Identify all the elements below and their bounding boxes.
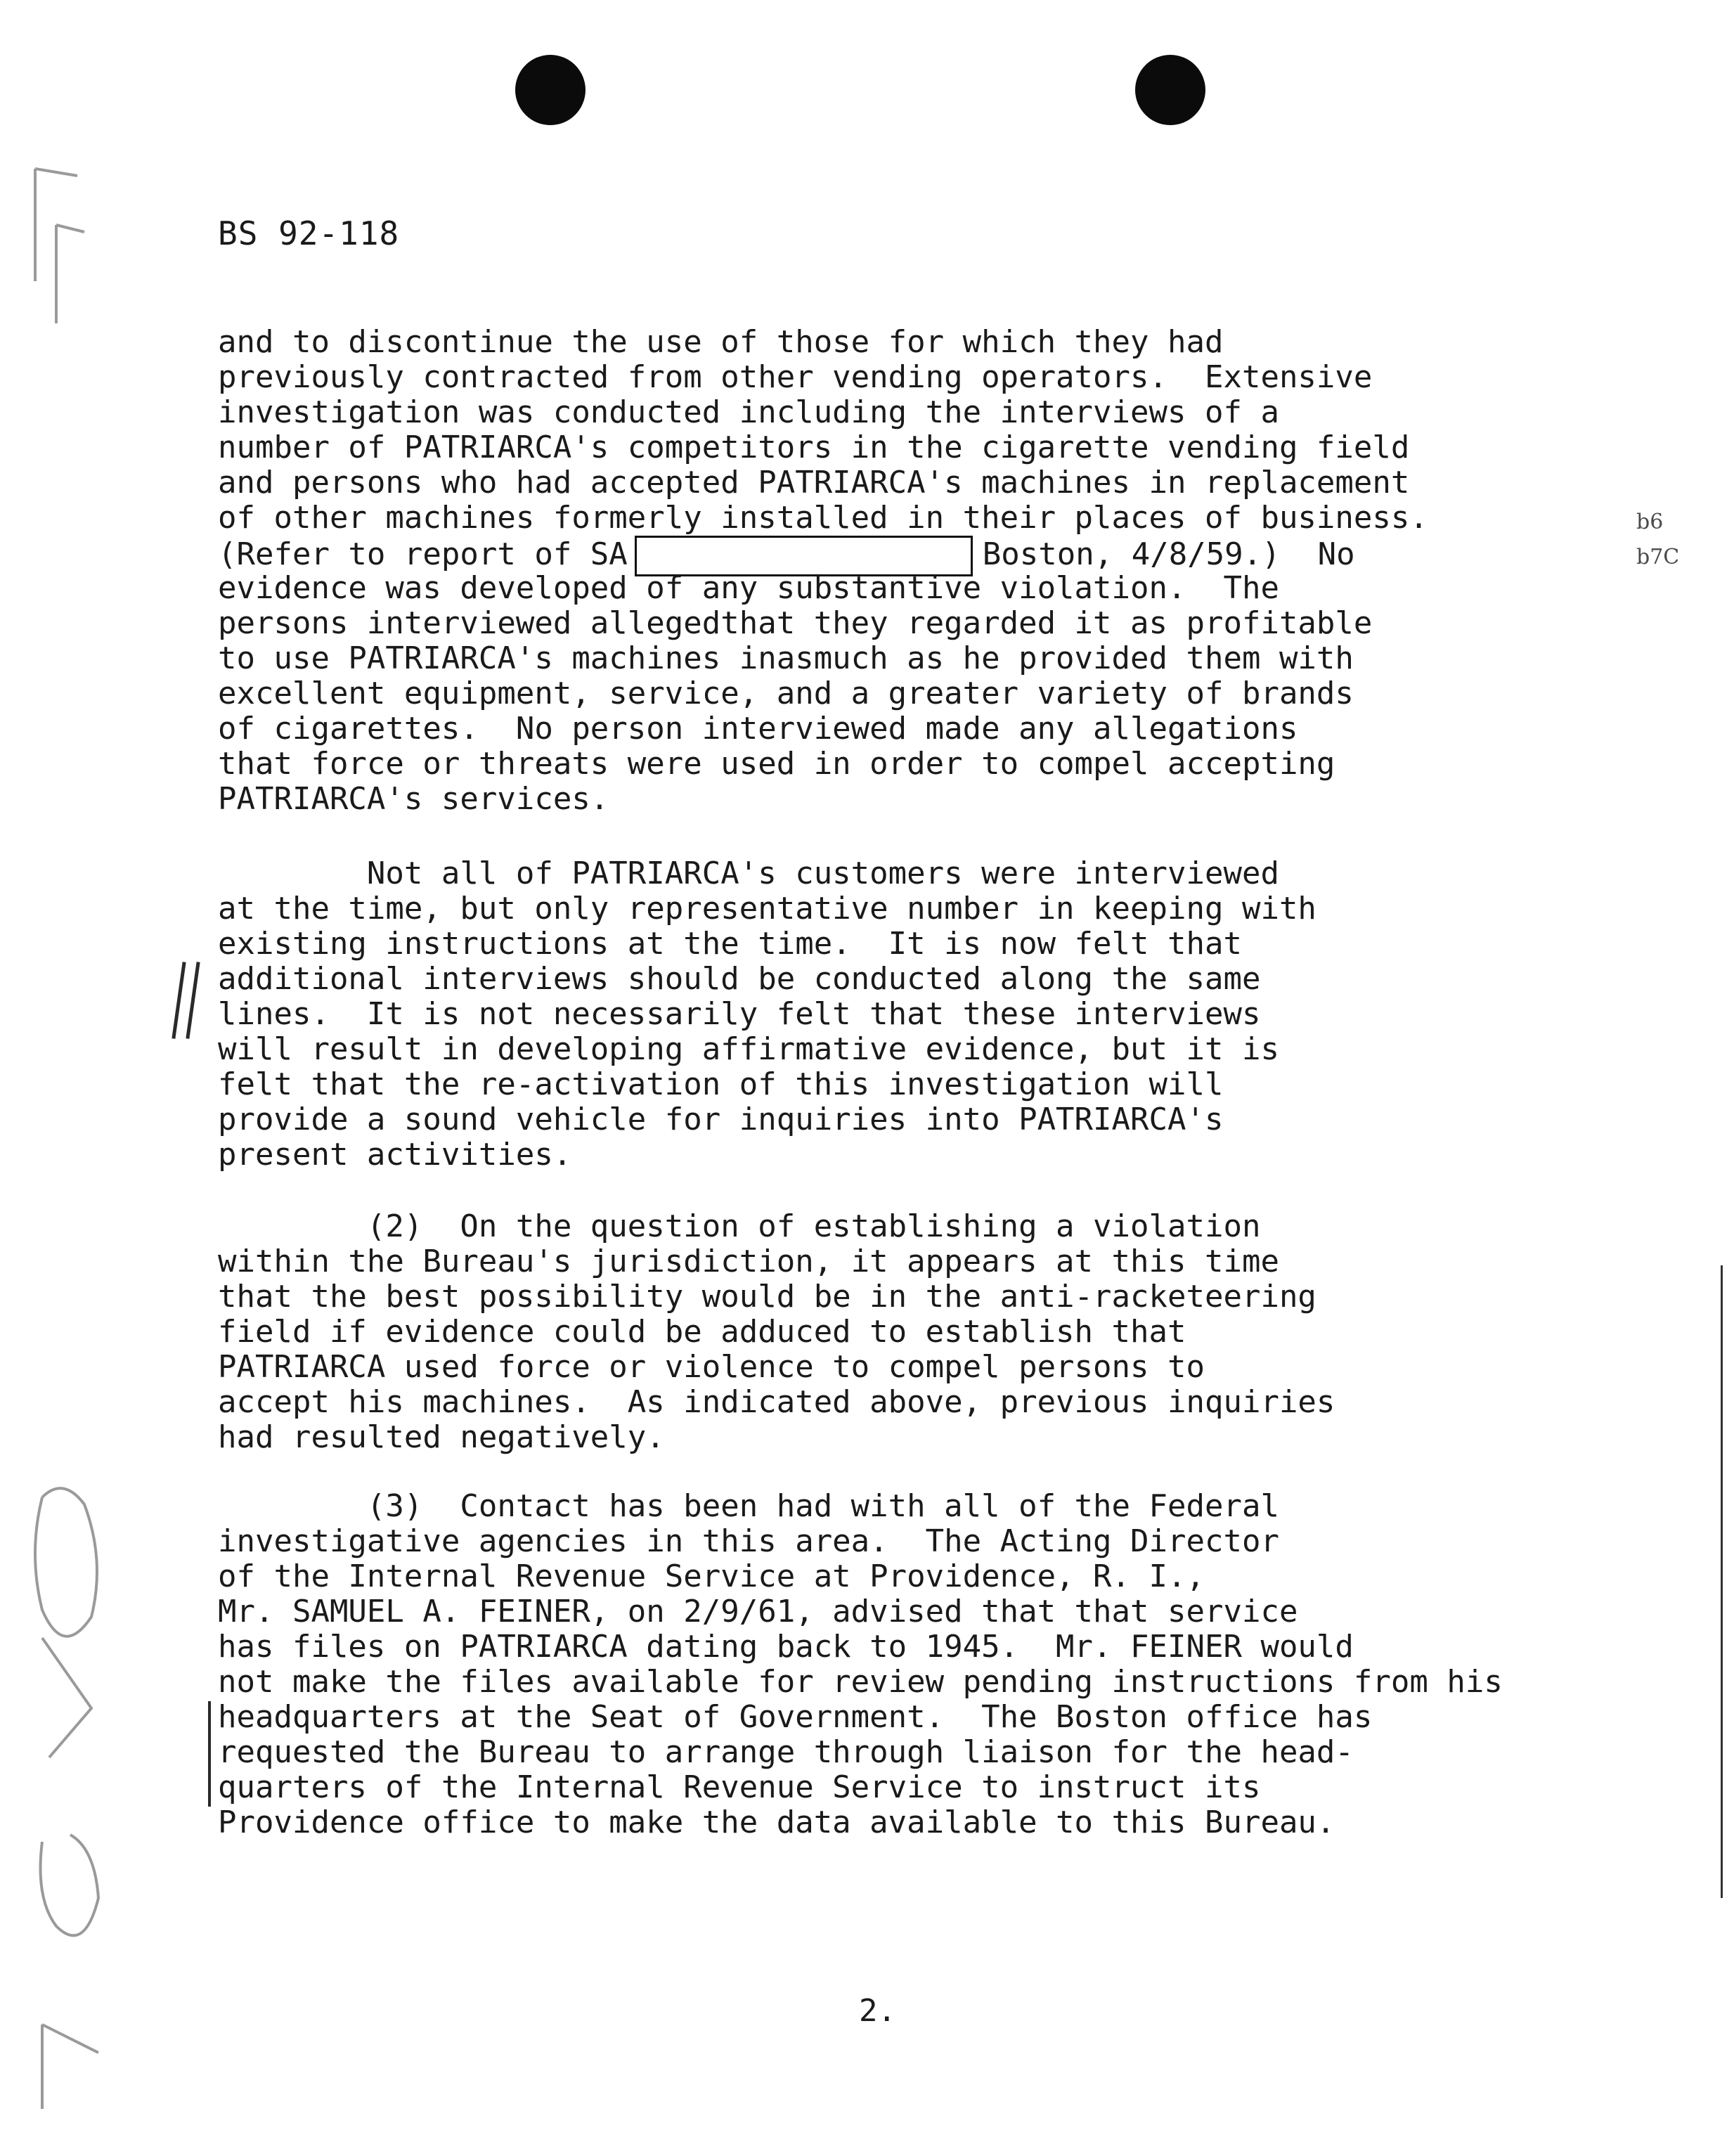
paragraph-line: previously contracted from other vending operators. Extensive (218, 359, 1373, 395)
paragraph-line: investigation was conducted including the interviews of a (218, 394, 1279, 430)
paragraph-line: and persons who had accepted PATRIARCA's machines in replacement (218, 465, 1410, 501)
exemption-code-b7c: b7C (1636, 545, 1680, 569)
handwritten-bracket-mark (208, 1701, 211, 1807)
paragraph-line: lines. It is not necessarily felt that these interviews (218, 996, 1261, 1032)
paragraph-line: felt that the re-activation of this investigation will (218, 1066, 1224, 1102)
paragraph-line: persons interviewed allegedthat they regarded it as profitable (218, 605, 1373, 641)
paragraph-line: of the Internal Revenue Service at Providence, R. I., (218, 1558, 1205, 1594)
page-number: 2. (859, 1993, 896, 2029)
paragraph-line: existing instructions at the time. It is now felt that (218, 926, 1242, 962)
paragraph-line: provide a sound vehicle for inquiries into PATRIARCA's (218, 1102, 1224, 1137)
paragraph-line: number of PATRIARCA's competitors in the cigarette vending field (218, 430, 1410, 465)
paragraph-line: additional interviews should be conducted along the same (218, 961, 1261, 997)
file-number: BS 92-118 (218, 214, 400, 252)
paragraph-line: evidence was developed of any substantive violation. The (218, 570, 1279, 606)
paragraph-line: and to discontinue the use of those for which they had (218, 324, 1224, 360)
page-edge-line (1721, 1265, 1723, 1898)
handwritten-margin-mark (172, 962, 186, 1039)
paragraph-line: that force or threats were used in order to compel accepting (218, 746, 1335, 782)
paragraph-line: (2) On the question of establishing a violation (218, 1208, 1261, 1244)
paragraph-line: PATRIARCA's services. (218, 781, 609, 817)
paragraph-line: will result in developing affirmative evidence, but it is (218, 1031, 1279, 1067)
paragraph-line: quarters of the Internal Revenue Service to instruct its (218, 1769, 1261, 1805)
paragraph-line: has files on PATRIARCA dating back to 1945. Mr. FEINER would (218, 1629, 1354, 1665)
paragraph-line: not make the files available for review pending instructions from his (218, 1664, 1503, 1700)
paragraph-2 (218, 856, 1708, 1173)
margin-stamp-graphic (14, 127, 119, 2137)
refer-text-after: Boston, 4/8/59.) No (982, 536, 1355, 572)
handwritten-margin-mark (186, 962, 200, 1039)
punch-hole-right (1135, 55, 1205, 125)
paragraph-line: headquarters at the Seat of Government. The Boston office has (218, 1699, 1373, 1735)
paragraph-line-with-redaction (218, 536, 1708, 571)
paragraph-line: Providence office to make the data available to this Bureau. (218, 1805, 1335, 1840)
paragraph-line: field if evidence could be adduced to establish that (218, 1314, 1186, 1350)
paragraph-line: (3) Contact has been had with all of the Federal (218, 1488, 1279, 1524)
paragraph-line: had resulted negatively. (218, 1419, 665, 1455)
paragraph-line: that the best possibility would be in the anti-racketeering (218, 1279, 1316, 1315)
paragraph-line: accept his machines. As indicated above, previous inquiries (218, 1384, 1335, 1420)
punch-hole-left (515, 55, 585, 125)
paragraph-1 (218, 325, 1708, 817)
paragraph-line: of other machines formerly installed in their places of business. (218, 500, 1428, 536)
paragraph-line: Not all of PATRIARCA's customers were interviewed (218, 856, 1279, 891)
paragraph-3 (218, 1209, 1708, 1455)
refer-text-before: (Refer to report of SA (218, 536, 628, 572)
paragraph-line: excellent equipment, service, and a greater variety of brands (218, 676, 1354, 711)
paragraph-line: to use PATRIARCA's machines inasmuch as he provided them with (218, 640, 1354, 676)
paragraph-line: at the time, but only representative number in keeping with (218, 891, 1316, 927)
paragraph-line: within the Bureau's jurisdiction, it appears at this time (218, 1244, 1279, 1279)
paragraph-line: of cigarettes. No person interviewed made any allegations (218, 711, 1298, 747)
exemption-code-b6: b6 (1636, 510, 1664, 534)
paragraph-line: investigative agencies in this area. The Acting Director (218, 1523, 1279, 1559)
paragraph-line: requested the Bureau to arrange through liaison for the head- (218, 1734, 1354, 1770)
paragraph-line: PATRIARCA used force or violence to compel persons to (218, 1349, 1205, 1385)
paragraph-line: Mr. SAMUEL A. FEINER, on 2/9/61, advised that that service (218, 1594, 1298, 1629)
paragraph-line: present activities. (218, 1137, 572, 1173)
paragraph-4 (218, 1489, 1708, 1840)
